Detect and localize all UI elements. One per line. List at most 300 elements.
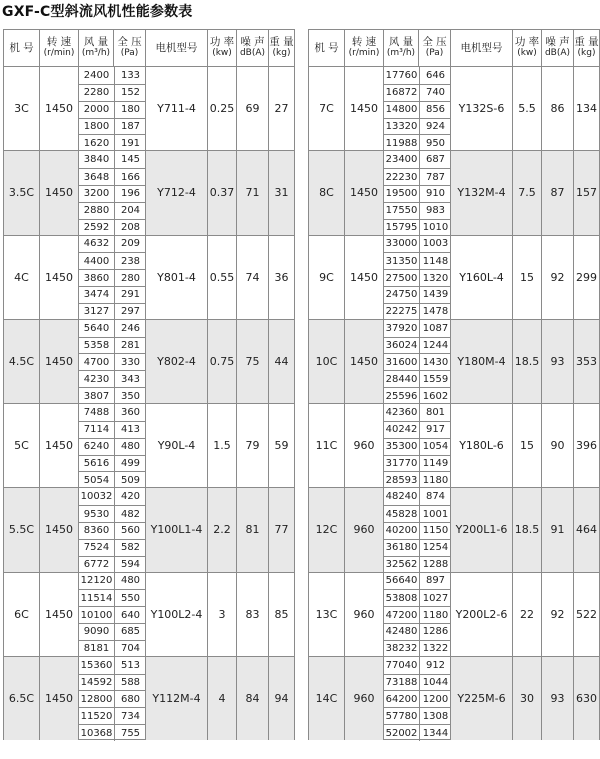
pressure-cell: 1288: [419, 556, 451, 573]
header-speed-label: 转 速: [46, 36, 72, 48]
header-power: [512, 30, 541, 66]
airflow-cell: 31350: [384, 252, 419, 269]
airflow-cell: 24750: [384, 286, 419, 303]
airflow-cell: 3200: [79, 185, 114, 202]
power-cell: 1.5: [207, 403, 236, 487]
pressure-cell: 1180: [419, 471, 451, 488]
header-weight-unit: (kg): [272, 48, 291, 58]
header-weight: [573, 30, 599, 66]
airflow-pressure-subtable: [78, 319, 145, 403]
airflow-pressure-subtable: [383, 403, 450, 487]
pressure-cell: 208: [114, 219, 146, 236]
airflow-cell: 4400: [79, 252, 114, 269]
pressure-cell: 191: [114, 134, 146, 151]
model-cell: 6.5C: [4, 656, 39, 740]
noise-cell: 90: [541, 403, 573, 487]
airflow-cell: 7524: [79, 539, 114, 556]
motor-cell: Y100L2-4: [145, 572, 207, 656]
pressure-cell: 646: [419, 67, 451, 84]
pressure-cell: 1344: [419, 724, 451, 741]
airflow-pressure-subtable: [383, 150, 450, 234]
header-airflow-label: 风 量: [83, 36, 109, 48]
pressure-cell: 1001: [419, 505, 451, 522]
weight-cell: 31: [268, 150, 294, 234]
noise-cell: 75: [236, 319, 268, 403]
airflow-cell: 6240: [79, 438, 114, 455]
airflow-cell: 45828: [384, 505, 419, 522]
noise-cell: 83: [236, 572, 268, 656]
header-weight-unit: (kg): [577, 48, 596, 58]
pressure-cell: 1322: [419, 640, 451, 657]
pressure-cell: 560: [114, 522, 146, 539]
header-airflow: [383, 30, 418, 66]
airflow-cell: 22275: [384, 303, 419, 320]
airflow-cell: 17550: [384, 202, 419, 219]
pressure-cell: 280: [114, 269, 146, 286]
pressure-cell: 350: [114, 387, 146, 404]
header-speed-label: 转 速: [351, 36, 377, 48]
speed-cell: 1450: [39, 487, 78, 571]
weight-cell: 27: [268, 66, 294, 150]
airflow-cell: 11988: [384, 134, 419, 151]
motor-cell: Y200L2-6: [450, 572, 512, 656]
pressure-cell: 297: [114, 303, 146, 320]
pressure-cell: 1308: [419, 707, 451, 724]
airflow-cell: 10032: [80, 491, 113, 503]
power-cell: 30: [512, 656, 541, 740]
airflow-cell: 10100: [79, 606, 114, 623]
airflow-cell: 73188: [384, 674, 419, 691]
pressure-cell: 685: [114, 623, 146, 640]
header-noise-label: 噪 声: [240, 36, 265, 48]
pressure-cell: 482: [114, 505, 146, 522]
noise-cell: 92: [541, 572, 573, 656]
airflow-cell: 2280: [79, 84, 114, 101]
header-pressure: [113, 30, 145, 66]
airflow-cell: 3648: [79, 168, 114, 185]
pressure-cell: 413: [114, 421, 146, 438]
weight-cell: 464: [573, 487, 599, 571]
header-motor-label: 电机型号: [460, 41, 503, 54]
noise-cell: 93: [541, 656, 573, 740]
airflow-cell: 28593: [384, 471, 419, 488]
pressure-cell: 924: [419, 118, 451, 135]
speed-cell: 1450: [39, 150, 78, 234]
pressure-cell: 680: [114, 690, 146, 707]
noise-cell: 81: [236, 487, 268, 571]
motor-cell: Y132M-4: [450, 150, 512, 234]
noise-cell: 87: [541, 150, 573, 234]
pressure-cell: 1003: [419, 236, 451, 253]
motor-cell: Y225M-6: [450, 656, 512, 740]
model-cell: 8C: [309, 150, 344, 234]
model-cell: 7C: [309, 66, 344, 150]
weight-cell: 299: [573, 235, 599, 319]
header-pressure-label: 全 压: [117, 36, 142, 48]
header-weight: [268, 30, 294, 66]
airflow-pressure-subtable: [78, 150, 145, 234]
motor-cell: Y180L-6: [450, 403, 512, 487]
header-motor-label: 电机型号: [155, 41, 198, 54]
pressure-cell: 209: [114, 236, 146, 253]
pressure-cell: 1044: [419, 674, 451, 691]
motor-cell: Y200L1-6: [450, 487, 512, 571]
airflow-cell: 28440: [384, 370, 419, 387]
speed-cell: 1450: [344, 150, 383, 234]
power-cell: 15: [512, 235, 541, 319]
pressure-cell: 133: [114, 67, 146, 84]
airflow-cell: 36180: [384, 539, 419, 556]
weight-cell: 157: [573, 150, 599, 234]
model-cell: 3C: [4, 66, 39, 150]
airflow-pressure-subtable: [383, 66, 450, 150]
noise-cell: 74: [236, 235, 268, 319]
pressure-cell: 582: [114, 539, 146, 556]
pressure-cell: 910: [419, 185, 451, 202]
airflow-pressure-subtable: [78, 66, 145, 150]
airflow-cell: 23400: [385, 154, 418, 166]
pressure-cell: 1254: [419, 539, 451, 556]
pressure-cell: 166: [114, 168, 146, 185]
airflow-pressure-subtable: [383, 656, 450, 740]
speed-cell: 1450: [344, 235, 383, 319]
airflow-cell: 36024: [384, 337, 419, 354]
airflow-cell: 3474: [79, 286, 114, 303]
airflow-cell: 31600: [384, 353, 419, 370]
model-cell: 6C: [4, 572, 39, 656]
weight-cell: 94: [268, 656, 294, 740]
airflow-cell: 42360: [385, 406, 418, 418]
weight-cell: 630: [573, 656, 599, 740]
airflow-cell: 11514: [79, 589, 114, 606]
airflow-cell: 12800: [79, 690, 114, 707]
speed-cell: 960: [344, 572, 383, 656]
speed-cell: 1450: [39, 403, 78, 487]
airflow-cell: 31770: [384, 455, 419, 472]
pressure-cell: 196: [114, 185, 146, 202]
power-cell: 18.5: [512, 319, 541, 403]
speed-cell: 1450: [39, 572, 78, 656]
header-speed: [39, 30, 78, 66]
airflow-cell: 47200: [384, 606, 419, 623]
header-noise: [541, 30, 573, 66]
header-airflow-unit: (m³/h): [386, 48, 416, 58]
airflow-cell: 10368: [79, 724, 114, 741]
airflow-cell: 42480: [384, 623, 419, 640]
pressure-cell: 704: [114, 640, 146, 657]
speed-cell: 960: [344, 487, 383, 571]
fan-spec-table-right: [308, 29, 600, 740]
airflow-pressure-subtable: [383, 235, 450, 319]
pressure-cell: 152: [114, 84, 146, 101]
airflow-cell: 52002: [384, 724, 419, 741]
airflow-cell: 40200: [384, 522, 419, 539]
airflow-cell: 13320: [384, 118, 419, 135]
weight-cell: 36: [268, 235, 294, 319]
pressure-cell: 787: [419, 168, 451, 185]
pressure-cell: 291: [114, 286, 146, 303]
airflow-cell: 27500: [384, 269, 419, 286]
motor-cell: Y160L-4: [450, 235, 512, 319]
airflow-cell: 3807: [79, 387, 114, 404]
power-cell: 7.5: [512, 150, 541, 234]
airflow-cell: 15360: [80, 659, 113, 671]
weight-cell: 396: [573, 403, 599, 487]
noise-cell: 92: [541, 235, 573, 319]
header-speed: [344, 30, 383, 66]
pressure-cell: 1149: [419, 455, 451, 472]
airflow-cell: 37920: [385, 322, 418, 334]
motor-cell: Y112M-4: [145, 656, 207, 740]
pressure-cell: 1027: [419, 589, 451, 606]
pressure-cell: 509: [114, 471, 146, 488]
airflow-pressure-subtable: [78, 487, 145, 571]
airflow-cell: 53808: [384, 589, 419, 606]
header-weight-label: 重 量: [574, 36, 599, 48]
header-power-label: 功 率: [514, 36, 540, 48]
airflow-cell: 4230: [79, 370, 114, 387]
header-pressure-unit: (Pa): [120, 48, 139, 58]
airflow-cell: 14592: [79, 674, 114, 691]
airflow-pressure-subtable: [383, 319, 450, 403]
pressure-cell: 1180: [419, 606, 451, 623]
airflow-cell: 64200: [384, 690, 419, 707]
pressure-cell: 1286: [419, 623, 451, 640]
airflow-cell: 7114: [79, 421, 114, 438]
airflow-cell: 3860: [79, 269, 114, 286]
airflow-cell: 56640: [385, 575, 418, 587]
airflow-cell: 1620: [79, 134, 114, 151]
pressure-cell: 238: [114, 252, 146, 269]
header-motor: [450, 30, 512, 66]
motor-cell: Y132S-6: [450, 66, 512, 150]
header-model: [309, 30, 344, 66]
speed-cell: 1450: [39, 235, 78, 319]
pressure-cell: 917: [419, 421, 451, 438]
pressure-cell: 594: [114, 556, 146, 573]
pressure-cell: 950: [419, 134, 451, 151]
pressure-cell: 1439: [419, 286, 451, 303]
weight-cell: 59: [268, 403, 294, 487]
airflow-cell: 2400: [83, 69, 110, 81]
pressure-cell: 1200: [419, 690, 451, 707]
speed-cell: 1450: [39, 656, 78, 740]
speed-cell: 1450: [344, 319, 383, 403]
airflow-cell: 9090: [79, 623, 114, 640]
pressure-cell: 204: [114, 202, 146, 219]
noise-cell: 93: [541, 319, 573, 403]
power-cell: 0.55: [207, 235, 236, 319]
pressure-cell: 1320: [419, 269, 451, 286]
header-noise: [236, 30, 268, 66]
pressure-cell: 246: [114, 320, 146, 337]
airflow-cell: 6772: [79, 556, 114, 573]
header-model-label: 机 号: [9, 41, 34, 54]
model-cell: 12C: [309, 487, 344, 571]
power-cell: 3: [207, 572, 236, 656]
pressure-cell: 983: [419, 202, 451, 219]
noise-cell: 86: [541, 66, 573, 150]
pressure-cell: 1150: [419, 522, 451, 539]
power-cell: 2.2: [207, 487, 236, 571]
noise-cell: 69: [236, 66, 268, 150]
airflow-cell: 3127: [79, 303, 114, 320]
noise-cell: 91: [541, 487, 573, 571]
pressure-cell: 281: [114, 337, 146, 354]
power-cell: 22: [512, 572, 541, 656]
weight-cell: 134: [573, 66, 599, 150]
pressure-cell: 588: [114, 674, 146, 691]
header-noise-label: 噪 声: [545, 36, 570, 48]
airflow-cell: 8181: [79, 640, 114, 657]
motor-cell: Y712-4: [145, 150, 207, 234]
motor-cell: Y100L1-4: [145, 487, 207, 571]
header-power-unit: (kw): [212, 48, 232, 58]
model-cell: 4C: [4, 235, 39, 319]
speed-cell: 960: [344, 656, 383, 740]
pressure-cell: 1087: [419, 320, 451, 337]
airflow-cell: 4632: [83, 238, 110, 250]
airflow-cell: 9530: [79, 505, 114, 522]
airflow-pressure-subtable: [383, 572, 450, 656]
pressure-cell: 480: [114, 438, 146, 455]
header-speed-unit: (r/min): [43, 48, 75, 58]
model-cell: 3.5C: [4, 150, 39, 234]
page-title: GXF-C型斜流风机性能参数表: [2, 4, 193, 20]
pressure-cell: 801: [419, 404, 451, 421]
pressure-cell: 874: [419, 488, 451, 505]
airflow-cell: 7488: [83, 406, 110, 418]
airflow-pressure-subtable: [78, 403, 145, 487]
power-cell: 15: [512, 403, 541, 487]
noise-cell: 84: [236, 656, 268, 740]
power-cell: 18.5: [512, 487, 541, 571]
header-model: [4, 30, 39, 66]
airflow-cell: 17760: [385, 69, 418, 81]
airflow-cell: 25596: [384, 387, 419, 404]
airflow-cell: 2592: [79, 219, 114, 236]
airflow-cell: 5358: [79, 337, 114, 354]
pressure-cell: 640: [114, 606, 146, 623]
pressure-cell: 420: [114, 488, 146, 505]
header-power: [207, 30, 236, 66]
pressure-cell: 856: [419, 101, 451, 118]
header-pressure-label: 全 压: [422, 36, 447, 48]
header-airflow: [78, 30, 113, 66]
pressure-cell: 360: [114, 404, 146, 421]
weight-cell: 522: [573, 572, 599, 656]
weight-cell: 77: [268, 487, 294, 571]
airflow-cell: 5054: [79, 471, 114, 488]
pressure-cell: 1559: [419, 370, 451, 387]
airflow-cell: 5616: [79, 455, 114, 472]
airflow-cell: 8360: [79, 522, 114, 539]
airflow-cell: 2000: [79, 101, 114, 118]
motor-cell: Y711-4: [145, 66, 207, 150]
airflow-cell: 38232: [384, 640, 419, 657]
airflow-pressure-subtable: [78, 235, 145, 319]
airflow-cell: 22230: [384, 168, 419, 185]
header-model-label: 机 号: [314, 41, 339, 54]
weight-cell: 353: [573, 319, 599, 403]
pressure-cell: 1602: [419, 387, 451, 404]
pressure-cell: 1244: [419, 337, 451, 354]
airflow-cell: 2880: [79, 202, 114, 219]
pressure-cell: 187: [114, 118, 146, 135]
airflow-pressure-subtable: [78, 572, 145, 656]
pressure-cell: 687: [419, 151, 451, 168]
power-cell: 0.37: [207, 150, 236, 234]
motor-cell: Y90L-4: [145, 403, 207, 487]
header-power-label: 功 率: [209, 36, 235, 48]
airflow-pressure-subtable: [383, 487, 450, 571]
pressure-cell: 330: [114, 353, 146, 370]
model-cell: 5C: [4, 403, 39, 487]
model-cell: 4.5C: [4, 319, 39, 403]
power-cell: 5.5: [512, 66, 541, 150]
header-airflow-label: 风 量: [388, 36, 414, 48]
pressure-cell: 740: [419, 84, 451, 101]
pressure-cell: 734: [114, 707, 146, 724]
noise-cell: 79: [236, 403, 268, 487]
airflow-cell: 33000: [385, 238, 418, 250]
airflow-cell: 14800: [384, 101, 419, 118]
motor-cell: Y801-4: [145, 235, 207, 319]
pressure-cell: 755: [114, 724, 146, 741]
weight-cell: 85: [268, 572, 294, 656]
header-noise-unit: dB(A): [544, 48, 571, 58]
pressure-cell: 1010: [419, 219, 451, 236]
header-noise-unit: dB(A): [239, 48, 266, 58]
airflow-cell: 57780: [384, 707, 419, 724]
airflow-cell: 12120: [80, 575, 113, 587]
model-cell: 14C: [309, 656, 344, 740]
pressure-cell: 1478: [419, 303, 451, 320]
airflow-cell: 15795: [384, 219, 419, 236]
motor-cell: Y180M-4: [450, 319, 512, 403]
airflow-cell: 35300: [384, 438, 419, 455]
header-pressure: [418, 30, 450, 66]
header-motor: [145, 30, 207, 66]
airflow-cell: 77040: [385, 659, 418, 671]
pressure-cell: 343: [114, 370, 146, 387]
header-pressure-unit: (Pa): [425, 48, 444, 58]
airflow-pressure-subtable: [78, 656, 145, 740]
pressure-cell: 912: [419, 657, 451, 674]
weight-cell: 44: [268, 319, 294, 403]
power-cell: 0.25: [207, 66, 236, 150]
pressure-cell: 1054: [419, 438, 451, 455]
speed-cell: 1450: [39, 66, 78, 150]
pressure-cell: 180: [114, 101, 146, 118]
speed-cell: 1450: [344, 66, 383, 150]
model-cell: 11C: [309, 403, 344, 487]
pressure-cell: 1148: [419, 252, 451, 269]
fan-spec-table-left: [3, 29, 295, 740]
pressure-cell: 499: [114, 455, 146, 472]
power-cell: 0.75: [207, 319, 236, 403]
pressure-cell: 513: [114, 657, 146, 674]
motor-cell: Y802-4: [145, 319, 207, 403]
airflow-cell: 32562: [384, 556, 419, 573]
airflow-cell: 40242: [384, 421, 419, 438]
pressure-cell: 480: [114, 573, 146, 590]
airflow-cell: 4700: [79, 353, 114, 370]
header-speed-unit: (r/min): [348, 48, 380, 58]
model-cell: 13C: [309, 572, 344, 656]
airflow-cell: 19500: [384, 185, 419, 202]
pressure-cell: 897: [419, 573, 451, 590]
